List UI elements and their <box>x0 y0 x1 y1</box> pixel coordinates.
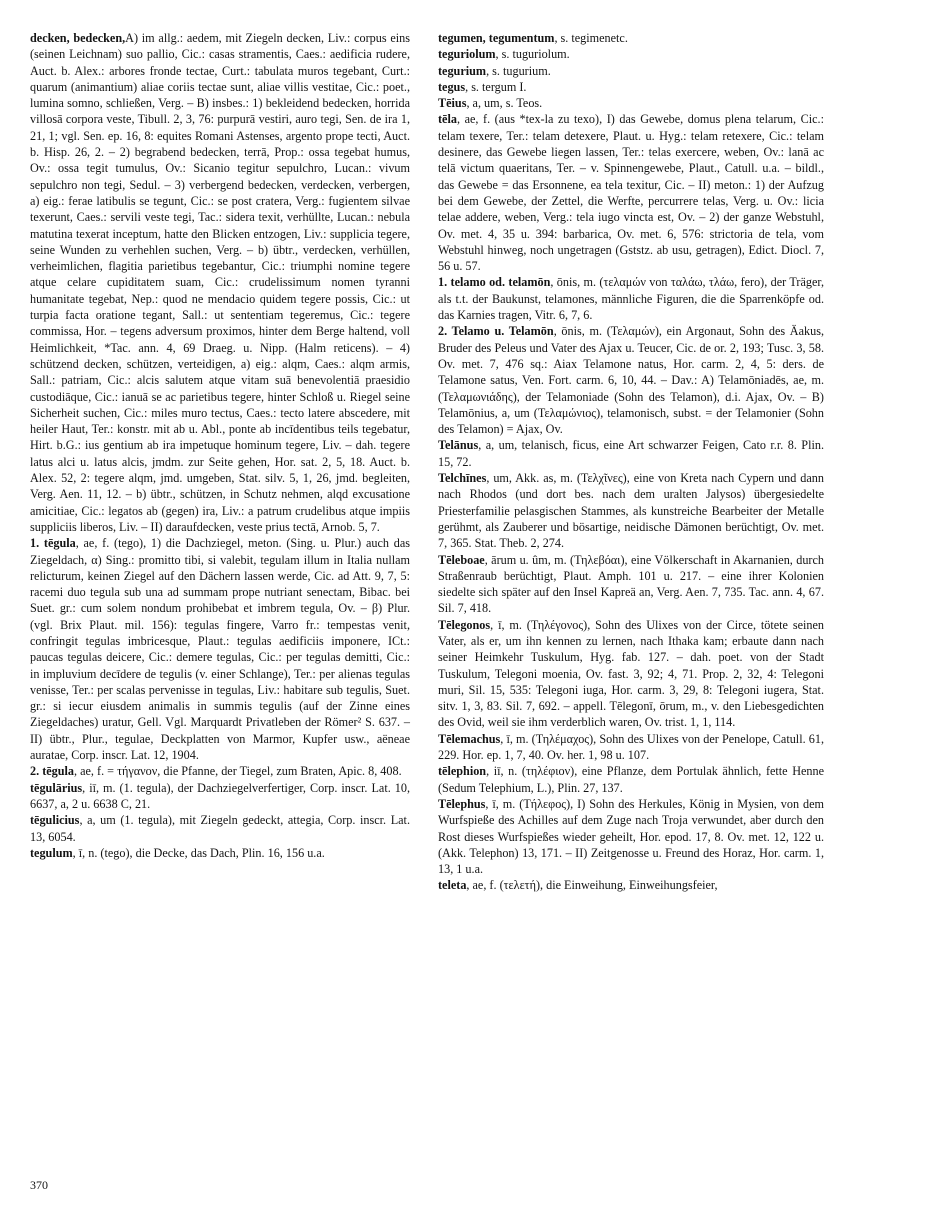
dictionary-entry <box>438 274 824 323</box>
dictionary-entry <box>30 535 410 763</box>
dictionary-entry <box>30 763 410 779</box>
entry-headword: Telchīnes <box>438 471 487 486</box>
left-column <box>30 30 410 861</box>
entry-headword: teleta <box>438 878 467 893</box>
entry-definition: , a, um (1. tegula), mit Ziegeln gedeckt, attegia, Corp. inscr. Lat. 13, 6054. <box>30 813 410 844</box>
dictionary-entry <box>30 30 410 535</box>
entry-headword: Tēlemachus <box>438 731 501 746</box>
entry-headword: teguriolum <box>438 47 496 62</box>
entry-definition: , iī, n. (τηλέφιον), eine Pflanze, dem Portulak ähnlich, fette Henne (Sedum Telephium, L.), Plin. 27, 137. <box>438 764 824 795</box>
dictionary-entry <box>438 63 824 79</box>
entry-headword: tēgulārius <box>30 780 83 795</box>
entry-headword: Tēlegonos <box>438 617 491 632</box>
entry-definition: , s. tergum I. <box>465 79 527 94</box>
dictionary-entry <box>438 470 824 551</box>
entry-definition: , ae, f. (aus *tex-la zu texo), I) das Gewebe, domus plena telarum, Cic.: telam texere, Ter.: telam detexere, Plaut. u. Hyg.: telam retexere, Cic.: telam desinere, das Gewebe liegen lassen, Ter.: telas exercere, weben, Ov.: lanā ac telā victum quaeritans, Ter. – v. Spinnengewebe, Plaut., Catull. u.a. – bildl., das Gewebe = das Ersonnene, ea tela texitur, Cic. – II) meton.: 1) der Aufzug bei dem Gewebe, der Zettel, die Werfte, percurrere telas, Verg. u. Ov.: licia telae addere, weben, Verg.: tela iugo vincta est, Ov. – 2) der ganze Webstuhl, Ov. met. 4, 35 u. 394: barbarica, Ov. met. 6, 576: strictoria de tela, vom Webstuhl hinweg, noch ungetragen (Gststz. ab usu, getragen), Edict. Diocl. 7, 56 u. 57. <box>438 112 824 274</box>
dictionary-entry <box>438 796 824 877</box>
entry-headword: tēgulicius <box>30 813 80 828</box>
page-number: 370 <box>30 1178 48 1192</box>
entry-definition: , ōnis, m. (τελαμών von ταλάω, τλάω, fero), der Träger, als t.t. der Baukunst, telamones, männliche Figuren, die die Sparrenköpfe od. das Karnies tragen, Vitr. 6, 7, 6. <box>438 275 824 323</box>
entry-definition: , ae, f. (τελετή), die Einweihung, Einweihungsfeier, <box>466 878 718 893</box>
entry-headword: tēlephion <box>438 764 487 779</box>
entry-headword: Telānus <box>438 438 479 453</box>
entry-definition: , ārum u. ûm, m. (Τηλεβόαι), eine Völkerschaft in Akarnanien, durch Straßenraub berüchtigt, Plaut. Amph. 101 u. 217. – eine ihrer Kolonien siedelte sich später auf den Insel Kapreä an, Verg. Aen. 7, 735. Tac. ann. 4, 67. Sil. 7, 418. <box>438 552 824 616</box>
entry-headword: 1. tēgula <box>30 536 76 551</box>
dictionary-entry <box>438 111 824 274</box>
entry-headword: 2. Telamo u. Telamōn <box>438 324 554 339</box>
entry-definition: , s. tugurium. <box>486 63 551 78</box>
entry-definition: A) im allg.: aedem, mit Ziegeln decken, Liv.: corpus eins (seinen Leichnam) suo pallio, Cic.: casas stramentis, Caes.: aedificia rudere, Auct. b. Alex.: arbores fronde tectae, Curt.: tabulata muros tegebant, Curt.: quarum (animantium) aliae coriis tectae sunt, aliae villis vestitae, Cic.: poet., lumina somno, schließen, Verg. – B) insbes.: 1) bekleidend bedecken, horrida villosā corpora veste, Tibull. 2, 3, 76: purpurā vestiri, auro tegi, Sen. de ira 1, 21, 1; vgl. Sen. ep. 16, 8: equites Romani Astenses, argento prope tecti, Auct. b. Hisp. 26, 2. – 2) begrabend bedecken, terrā, Prop.: ossa tegebat humus, Ov.: ossa tegit tumulus, Ov.: Sicanio tegitur sepulchro, Lucan.: vivum sepulchro non tegi, Sedul. – 3) verbergend bedecken, verdecken, verbergen, a) eig.: ferae latibulis se tegunt, Cic.: se post cratera, Verg.: fugientem silvae texerunt, Caes.: servili veste tegi, Tac.: sidera texit, verhüllte, Lucan.: nebula matutina texerat inceptum, hatte den Blicken entzogen, Liv.: supplicia tegere, seine Wunden zu verhehlen suchen, Verg. – b) übtr., verdecken, verhüllen, verheimlichen, flagitia parietibus tegebantur, Cic.: triumphi nomine tegere atque celare cupiditatem suam, Cic.: crudelissimum nomen tyranni humanitate tegebat, Nep.: quod ne mendacio quidem tegere possis, Cic.: ut turpia facta oratione tegant, Sall.: ut sententiam tegeremus, Cic.: tegere commissa, Hor. – tegens adversum proximos, hinter dem Berge haltend, voll Heimlichkeit, *Tac. ann. 4, 69 Draeg. u. Nipp. (Halm reticens). – 4) schützend decken, schützen, verteidigen, a) eig.: alqm, Caes.: alqm armis, Sall.: patriam, Cic.: alcis salutem atque vitam suā benevolentiā praesidio custodiāque, Cic.: ianuā se ac parietibus tegere, hinter Schloß u. Riegel seine Sicherheit suchen, Cic.: miles muro tectus, Caes.: tecto latere abscedere, mit heiler Haut, Ter.: konstr. mit ab u. Abl., ponte ab incīdentibus teils tegebatur, Hirt. b.G.: ius gentium ab ira impetuque hominum tegere, Liv. – dah. tegere latus alci u. latus alcis, jmdm. zur Seite gehen, Hor. sat. 2, 5, 18. Auct. b. Alex. 52, 2: tegere alqm, jmd. umgeben, Stat. silv. 5, 1, 26, jmd. begleiten, Verg. Aen. 11, 12. – b) übtr., schützen, in Schutz nehmen, alqd excusatione amicitiae, Cic.: legatos ab (gegen) ira, Liv.: a patrum crudelibus atque impiis suppliciis liberos, Liv. – II) daraufdecken, veste prius tectā, Arnob. 5, 7. <box>30 31 410 534</box>
entry-definition: , ī, m. (Τηλέγονος), Sohn des Ulixes von der Circe, tötete seinen Vater, als er, um ihn kennen zu lernen, nach Ithaka kam; erbaute dann nach seiner Heimkehr Tuskulum, Hyg. fab. 127. – dah. poet. von der Stadt Tuskulum, Telegoni moenia, Ov. fast. 3, 92; 4, 71. Prop. 2, 32, 4: Telegoni muri, Sil. 15, 535: Telegoni iuga, Hor. carm. 3, 29, 8: Telegoni iugera, Stat. sitv. 1, 3, 83. Sil. 7, 692. – appell. Tēlegonī, ōrum, m., v. den Liebesgedichten des Ovid, weil sie ihm verderblich waren, Ov. trist. 1, 1, 114. <box>438 617 824 730</box>
dictionary-entry <box>438 877 824 893</box>
entry-definition: , um, Akk. as, m. (Τελχῖνες), eine von Kreta nach Cypern und dann nach Rhodos (und dort bes. nach dem uralten Jalysos) übergesiedelte Priesterfamilie pelasgischen Stammes, als kunstreiche Bearbeiter der Metalle gerühmt, als Zauberer und bösartige, neidische Dämonen berüchtigt, Ov. met. 7, 365. Stat. Theb. 2, 274. <box>438 471 824 551</box>
entry-headword: tegulum <box>30 845 73 860</box>
dictionary-entry <box>30 780 410 813</box>
entry-headword: Tēleboae <box>438 552 485 567</box>
dictionary-entry <box>438 552 824 617</box>
dictionary-entry <box>438 437 824 470</box>
entry-definition: , ae, f. (tego), 1) die Dachziegel, meton. (Sing. u. Plur.) auch das Ziegeldach, α) Sing.: promitto tibi, si valebit, tegulam illum in Italia nullam relicturum, keinen Ziegel auf den Dächern lassen werde, Cic. ad Att. 9, 7, 5: racemi duo tegula sub una ad summam prope nutriant senectam, Bibac. bei Suet. gr.: cum solem nondum prohibebat et imbrem tegula, Ov. – β) Plur. (vgl. Brix Plaut. mil. 156): tegulas fingere, Varro fr.: tempestas venit, confringit tegulas imbricesque, Plaut.: tegulas aedificiis imponere, ICt.: paucas tegulas deicere, Cic.: demere tegulas, Cic.: per tegulas demitti, Cic.: in impluvium decīdere de tegulis (v. einer Schlange), Ter.: per alienas tegulas venisse, Ter.: per scalas pervenisse in tegulas, Liv.: habitare sub tegulis, Suet. gr.: si iecur eiusdem animalis in summis tegulis (auf der Zinne eines Ziegeldaches) uratur, Gell. Vgl. Marquardt Privatleben der Römer² S. 637. – II) übtr., Plur., tegulae, Deckplatten von Marmor, Kupfer usw., aëneae auratae, Corp. inscr. Lat. 12, 1904. <box>30 536 410 763</box>
right-column <box>438 30 824 894</box>
entry-definition: , s. tuguriolum. <box>495 47 570 62</box>
dictionary-entry <box>438 763 824 796</box>
entry-headword: Tēius <box>438 96 467 111</box>
entry-definition: , a, um, s. Teos. <box>466 96 543 111</box>
entry-definition: , ī, n. (tego), die Decke, das Dach, Plin. 16, 156 u.a. <box>72 845 325 860</box>
entry-headword: tegus <box>438 79 466 94</box>
entry-definition: , s. tegimenetc. <box>554 31 628 45</box>
dictionary-entry <box>30 845 410 861</box>
entry-definition: , ī, m. (Τηλέμαχος), Sohn des Ulixes von der Penelope, Catull. 61, 229. Hor. ep. 1, 7, 40. Ov. her. 1, 98 u. 107. <box>438 731 824 763</box>
entry-headword: decken, bedecken, <box>30 31 126 45</box>
entry-definition: , ae, f. = τήγανον, die Pfanne, der Tiegel, zum Braten, Apic. 8, 408. <box>74 764 402 779</box>
entry-definition: , ōnis, m. (Τελαμών), ein Argonaut, Sohn des Äakus, Bruder des Peleus und Vater des Ajax u. Teucer, Cic. de or. 2, 193; Tusc. 3, 58. Ov. met. 7, 476 sq.: Aiax Telamone natus, Hor. carm. 2, 4, 5: ders. de Telamone satus, Ven. Fort. carm. 6, 10, 44. – Dav.: A) Telamōniadēs, ae, m. (Τελαμωνιάδης), der Telamoniade (Sohn des Telamon), d.i. Ajax, Ov. – B) Telamōnius, a, um (Τελαμώνιος), telamonisch, subst. = der Telamonier (Sohn des Telamon) = Ajax, Ov. <box>438 324 824 437</box>
entry-headword: Tēlephus <box>438 796 486 811</box>
dictionary-entry <box>30 812 410 845</box>
dictionary-entry <box>438 46 824 62</box>
entry-headword: tēla <box>438 112 457 127</box>
dictionary-entry <box>438 79 824 95</box>
dictionary-entry <box>438 731 824 764</box>
dictionary-entry <box>438 30 824 46</box>
entry-definition: , ī, m. (Τήλεφος), I) Sohn des Herkules, König in Mysien, von dem Wurfspieße des Achilles auf dem Zuge nach Troja verwundet, aber durch den Rost dieses Wurfspießes wieder geheilt, Hor. epod. 17, 8. Ov. met. 12, 122 u. (Akk. Telephon) 13, 171. – II) Zeitgenosse u. Freund des Horaz, Hor. carm. 1, 13, 1 u.a. <box>438 796 824 877</box>
dictionary-entry <box>438 617 824 731</box>
entry-headword: 1. telamo od. telamōn <box>438 275 551 290</box>
dictionary-entry <box>438 95 824 111</box>
entry-headword: tegumen, tegumentum <box>438 31 555 45</box>
entry-definition: , a, um, telanisch, ficus, eine Art schwarzer Feigen, Cato r.r. 8. Plin. 15, 72. <box>438 438 824 469</box>
entry-definition: , iī, m. (1. tegula), der Dachziegelverfertiger, Corp. inscr. Lat. 10, 6637, a, 2 u. 6638 C, 21. <box>30 780 410 811</box>
entry-headword: 2. tēgula <box>30 764 75 779</box>
entry-headword: tegurium <box>438 63 487 78</box>
dictionary-entry <box>438 323 824 437</box>
